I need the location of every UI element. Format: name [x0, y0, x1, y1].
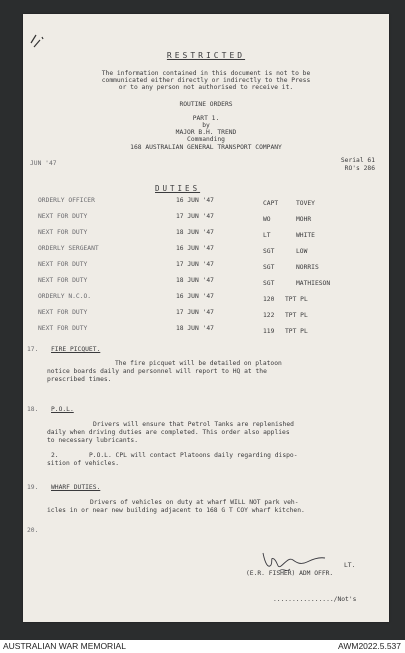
notice-line-2: communicated either directly or indirectly to the Press: [101, 77, 311, 84]
duty-name: NEXT FOR DUTY: [38, 261, 88, 268]
duty-person: MATHIESON: [296, 280, 331, 287]
duty-date: 18 JUN '47: [176, 277, 214, 284]
orders-title: ROUTINE ORDERS: [179, 101, 233, 108]
duty-date: 17 JUN '47: [176, 261, 214, 268]
notice-line-3: or to any person not authorised to receive it.: [118, 84, 294, 91]
duty-rank: SGT: [263, 248, 275, 255]
duty-person: TPT PL: [285, 312, 308, 319]
duty-rank: 120: [263, 296, 275, 303]
wharf-text-line-2: icles in or near new building adjacent to 168 G T COY wharf kitchen.: [47, 507, 305, 514]
duty-name: ORDERLY SERGEANT: [38, 245, 99, 252]
pol-text-line-1: Drivers will ensure that Petrol Tanks are replenished: [93, 421, 294, 428]
duty-person: NORRIS: [296, 264, 319, 271]
fire-text-line-1: The fire picquet will be detailed on platoon: [115, 360, 282, 367]
duty-name: NEXT FOR DUTY: [38, 277, 88, 284]
fire-text-line-2: notice boards daily and personnel will report to HQ at the: [47, 368, 267, 375]
archive-footer: [0, 640, 405, 653]
duty-date: 18 JUN '47: [176, 229, 214, 236]
duty-person: WHITE: [296, 232, 315, 239]
wharf-text-line-1: Drivers of vehicles on duty at wharf WILL NOT park veh-: [90, 499, 299, 506]
section-number: 18.: [27, 406, 39, 413]
classification-heading: RESTRICTED: [166, 51, 246, 60]
duty-person: TPT PL: [285, 296, 308, 303]
duty-name: NEXT FOR DUTY: [38, 325, 88, 332]
section-number: 20.: [27, 527, 39, 534]
duty-rank: 119: [263, 328, 275, 335]
section-heading: FIRE PICQUET.: [51, 346, 101, 353]
duty-name: ORDERLY OFFICER: [38, 197, 95, 204]
duty-date: 18 JUN '47: [176, 325, 214, 332]
duty-roster: [23, 197, 389, 347]
duty-date: 17 JUN '47: [176, 213, 214, 220]
duty-name: NEXT FOR DUTY: [38, 229, 88, 236]
continuation-note: ................/Not's: [273, 596, 357, 603]
pol-text-line-3: to necessary lubricants.: [47, 437, 138, 444]
ros-number: RO's 286: [344, 165, 375, 172]
signature-name: (E.R. FISHER) ADM OFFR.: [246, 570, 334, 577]
pol-sub-line-2: sition of vehicles.: [47, 460, 120, 467]
part-label: PART 1.: [192, 115, 220, 122]
duty-date: 16 JUN '47: [176, 245, 214, 252]
duty-rank: SGT: [263, 280, 275, 287]
duty-date: 17 JUN '47: [176, 309, 214, 316]
duty-rank: CAPT: [263, 200, 279, 207]
document-page: [23, 14, 389, 622]
section-number: 19.: [27, 484, 39, 491]
unit-name: 168 AUSTRALIAN GENERAL TRANSPORT COMPANY: [130, 144, 282, 151]
officer-name: MAJOR B.H. TREND: [175, 129, 237, 136]
duty-rank: 122: [263, 312, 275, 319]
section-number: 17.: [27, 346, 39, 353]
duty-date: 16 JUN '47: [176, 197, 214, 204]
fire-text-line-3: prescribed times.: [47, 376, 112, 383]
order-date: JUN '47: [30, 160, 57, 167]
pol-text-line-2: daily when driving duties are completed. This order also applies: [47, 429, 290, 436]
duty-rank: LT: [263, 232, 271, 239]
duty-name: ORDERLY N.C.O.: [38, 293, 92, 300]
duties-heading: DUTIES: [155, 184, 201, 193]
serial-number: Serial 61: [340, 157, 375, 164]
notice-line-1: The information contained in this document is not to be: [101, 70, 311, 77]
pol-sub-line-1: P.O.L. CPL will contact Platoons daily regarding dispo-: [89, 452, 298, 459]
duty-person: TPT PL: [285, 328, 308, 335]
section-heading: WHARF DUTIES.: [51, 484, 101, 491]
duty-rank: WO: [263, 216, 271, 223]
duty-name: NEXT FOR DUTY: [38, 309, 88, 316]
duty-person: MOHR: [296, 216, 312, 223]
commanding-label: Commanding: [187, 136, 225, 143]
archive-reference: AWM2022.5.537: [338, 641, 401, 651]
pol-sub-number: 2.: [51, 452, 59, 459]
by-label: by: [202, 122, 210, 129]
duty-name: NEXT FOR DUTY: [38, 213, 88, 220]
section-heading: P.O.L.: [51, 406, 74, 413]
duty-person: TOVEY: [296, 200, 315, 207]
duty-rank: SGT: [263, 264, 275, 271]
duty-date: 16 JUN '47: [176, 293, 214, 300]
duty-person: LOW: [296, 248, 308, 255]
archive-name: AUSTRALIAN WAR MEMORIAL: [3, 641, 126, 651]
signature-rank: LT.: [344, 562, 356, 569]
